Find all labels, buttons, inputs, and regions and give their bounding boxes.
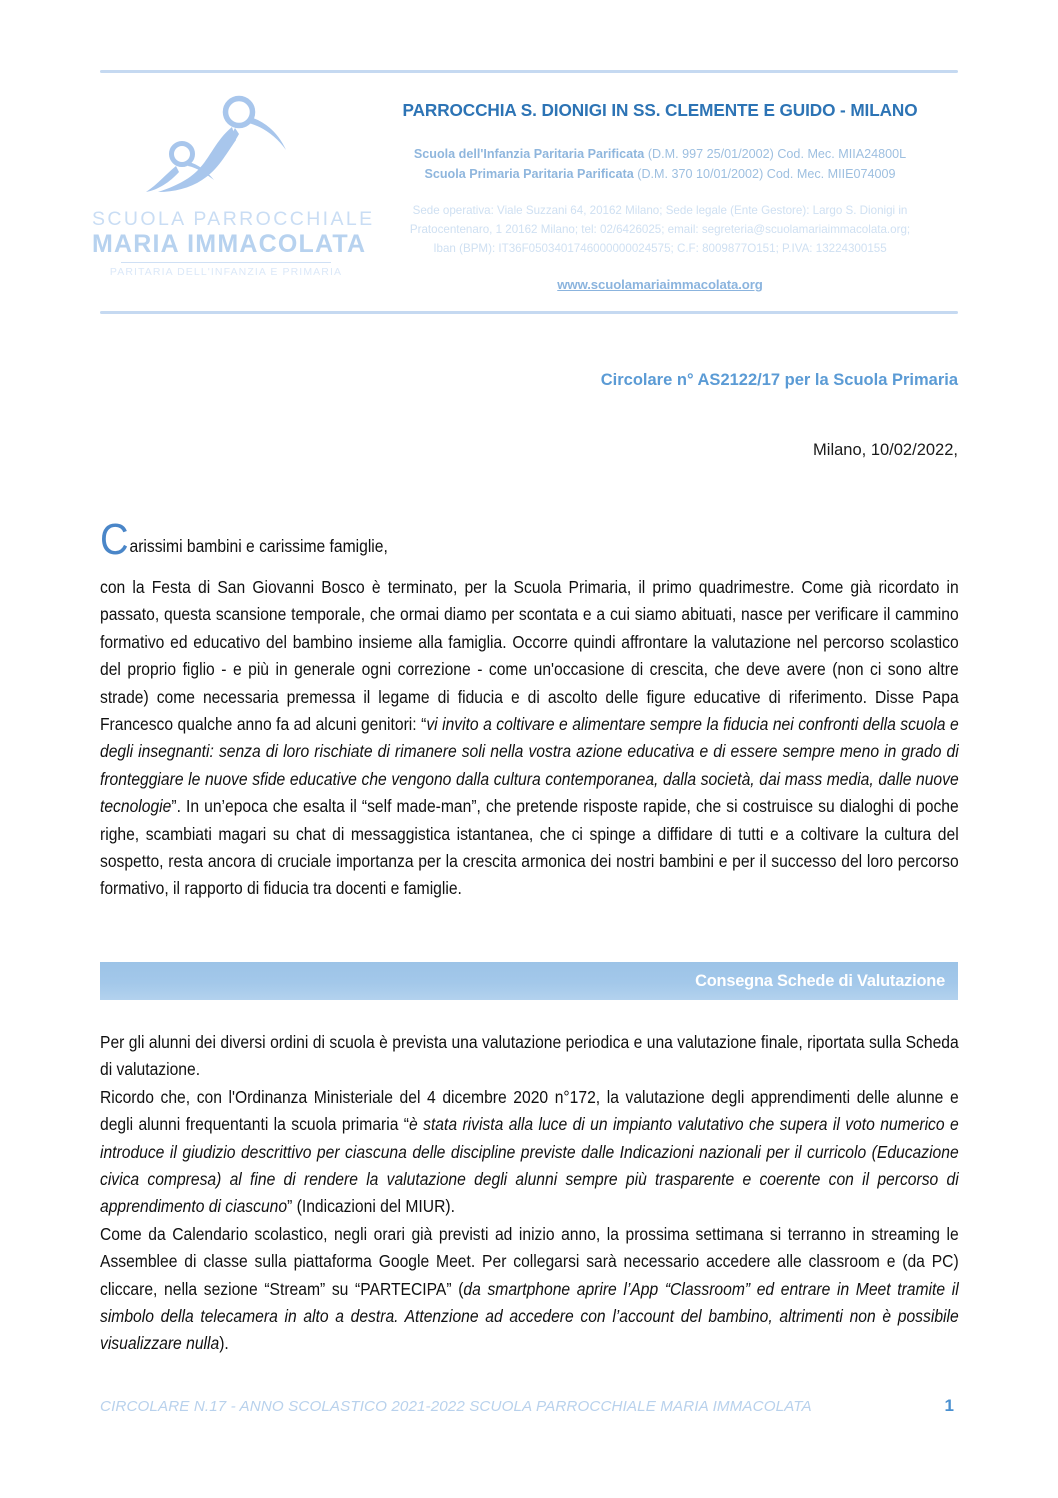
body-section-two — [100, 1029, 958, 1358]
accreditation-line-1 — [360, 144, 960, 164]
school-website-link[interactable]: www.scuolamariaimmacolata.org — [557, 276, 763, 292]
accreditation-detail-infanzia: (D.M. 997 25/01/2002) Cod. Mec. MIIA24800L — [644, 146, 907, 161]
logo-line-tagline: PARITARIA DELL'INFANZIA E PRIMARIA — [109, 266, 343, 279]
logo-line-school: SCUOLA PARROCCHIALE — [92, 208, 375, 230]
school-accreditation — [360, 144, 960, 185]
paragraph-intro-part-b: ”. In un’epoca che esalta il “self made-man”, che pretende risposte rapide, che si costruisce su dialoghi di poche righe, scambiati magari su chat di messaggistica istantanea, che ci spinge a diffidare di tutti e a coltivare la cultura del sospetto, resta ancora di cruciale importanza per la crescita armonica dei nostri bambini e per il successo del loro percorso formativo, il rapporto di fiducia tra docenti e famiglie. — [100, 796, 959, 899]
salutation-text: arissimi bambini e carissime famiglie, — [129, 536, 388, 556]
section-header-label: Consegna Schede di Valutazione — [695, 971, 945, 990]
paragraph-valutazione: Per gli alunni dei diversi ordini di scuola è prevista una valutazione periodica e una valutazione finale, riportata sulla Scheda di valutazione. — [100, 1032, 959, 1080]
logo-line-name: MARIA IMMACOLATA — [92, 230, 367, 259]
address-line-1: Sede operativa: Viale Suzzani 64, 20162 Milano; Sede legale (Ente Gestore): Largo S. Dionigi in — [412, 204, 908, 218]
page-footer — [100, 1396, 958, 1416]
two-running-figures-logo-icon — [136, 92, 316, 204]
header-divider-top — [100, 70, 958, 73]
paragraph-ordinanza-quote: è stata rivista alla luce di un impianto valutativo che supera il voto numerico e introduce il giudizio descrittivo per ciascuna delle discipline previste dalle Indicazioni nazionali per il curricolo (Educazione civica compresa) al fine di rendere la valutazione degli alunni sempre più trasparente e coerente con il percorso di apprendimento di ciascuno — [100, 1114, 959, 1217]
footer-text: CIRCOLARE N.17 - ANNO SCOLASTICO 2021-2022 SCUOLA PARROCCHIALE MARIA IMMACOLATA — [100, 1398, 812, 1415]
body-section-one — [100, 515, 959, 903]
paragraph-intro — [100, 574, 959, 903]
header-text-block — [360, 100, 960, 292]
header-divider-bottom — [100, 311, 958, 314]
paragraph-assemblee-part-a: Come da Calendario scolastico, negli orari già previsti ad inizio anno, la prossima settimana si terranno in streaming le Assemblee di classe sulla piattaforma Google Meet. Per collegarsi sarà necessario accedere alle classroom e (da PC) cliccare, nella sezione “Stream” su “PARTECIPA” ( — [100, 1223, 959, 1299]
salutation-line — [100, 515, 959, 568]
logo-underline — [121, 262, 331, 264]
paragraph-ordinanza-part-a: Ricordo che, con l'Ordinanza Ministeriale del 4 dicembre 2020 n°172, la valutazione degli apprendimenti delle alunne e degli alunni frequentanti la scuola primaria “ — [100, 1086, 959, 1135]
paragraph-ordinanza — [100, 1084, 959, 1221]
paragraph-assemblee-part-b: ). — [219, 1333, 229, 1354]
school-logo-block — [92, 92, 375, 279]
accreditation-line-2 — [360, 164, 960, 184]
accreditation-label-primaria: Scuola Primaria Paritaria Parificata — [424, 166, 634, 181]
paragraph-intro-part-a: con la Festa di San Giovanni Bosco è terminato, per la Scuola Primaria, il primo quadrimestre. Come già ricordato in passato, questa scansione temporale, che ormai diamo per scontata e a cui siamo abituati, nasce per verificare il cammino formativo ed educativo del bambino insieme alla famiglia. Occorre quindi affrontare la valutazione nel percorso scolastico del proprio figlio - e più in generale ogni correzione - come un'occasione di crescita, che deve avere (non ci sono altre strade) come necessaria premessa il legame di fiducia e di ascolto delle figure educative di riferimento. Disse Papa Francesco qualche anno fa ad alcuni genitori: “ — [100, 577, 959, 735]
parish-title: PARROCCHIA S. DIONIGI IN SS. CLEMENTE E GUIDO - MILANO — [402, 100, 918, 120]
school-address-block — [360, 202, 960, 258]
accreditation-label-infanzia: Scuola dell'Infanzia Paritaria Parificata — [413, 146, 645, 161]
paragraph-assemblee-quote: da smartphone aprire l’App “Classroom” ed entrare in Meet tramite il simbolo della telecamera in alto a destra. Attenzione ad accedere con l’account del bambino, altrimenti non è possibile visualizzare nulla — [100, 1278, 959, 1354]
document-date: Milano, 10/02/2022, — [813, 441, 958, 459]
address-line-2: Pratocentenaro, 1 20162 Milano; tel: 02/6426025; email: segreteria@scuolamariaimmacolata.org; — [409, 223, 911, 237]
circular-number-title: Circolare n° AS2122/17 per la Scuola Primaria — [600, 371, 958, 389]
dropcap-letter: C — [100, 515, 129, 564]
paragraph-ordinanza-part-b: ” (Indicazioni del MIUR). — [287, 1196, 455, 1217]
accreditation-detail-primaria: (D.M. 370 10/01/2002) Cod. Mec. MIIE074009 — [633, 166, 896, 181]
footer-page-number: 1 — [944, 1396, 954, 1415]
paragraph-intro-quote: vi invito a coltivare e alimentare sempre la fiducia nei confronti della scuola e degli insegnanti: senza di loro rischiate di rimanere soli nella vostra azione educativa e di essere sempre meno in grado di fronteggiare le nuove sfide educative che vengono dalla cultura contemporanea, dalla società, dai mass media, dalle nuove tecnologie — [100, 714, 959, 817]
section-header-bar — [100, 962, 958, 1000]
paragraph-assemblee — [100, 1221, 959, 1358]
address-line-3: Iban (BPM): IT36F0503401746000000024575; C.F: 8009877O151; P.IVA: 13224300155 — [433, 241, 887, 255]
